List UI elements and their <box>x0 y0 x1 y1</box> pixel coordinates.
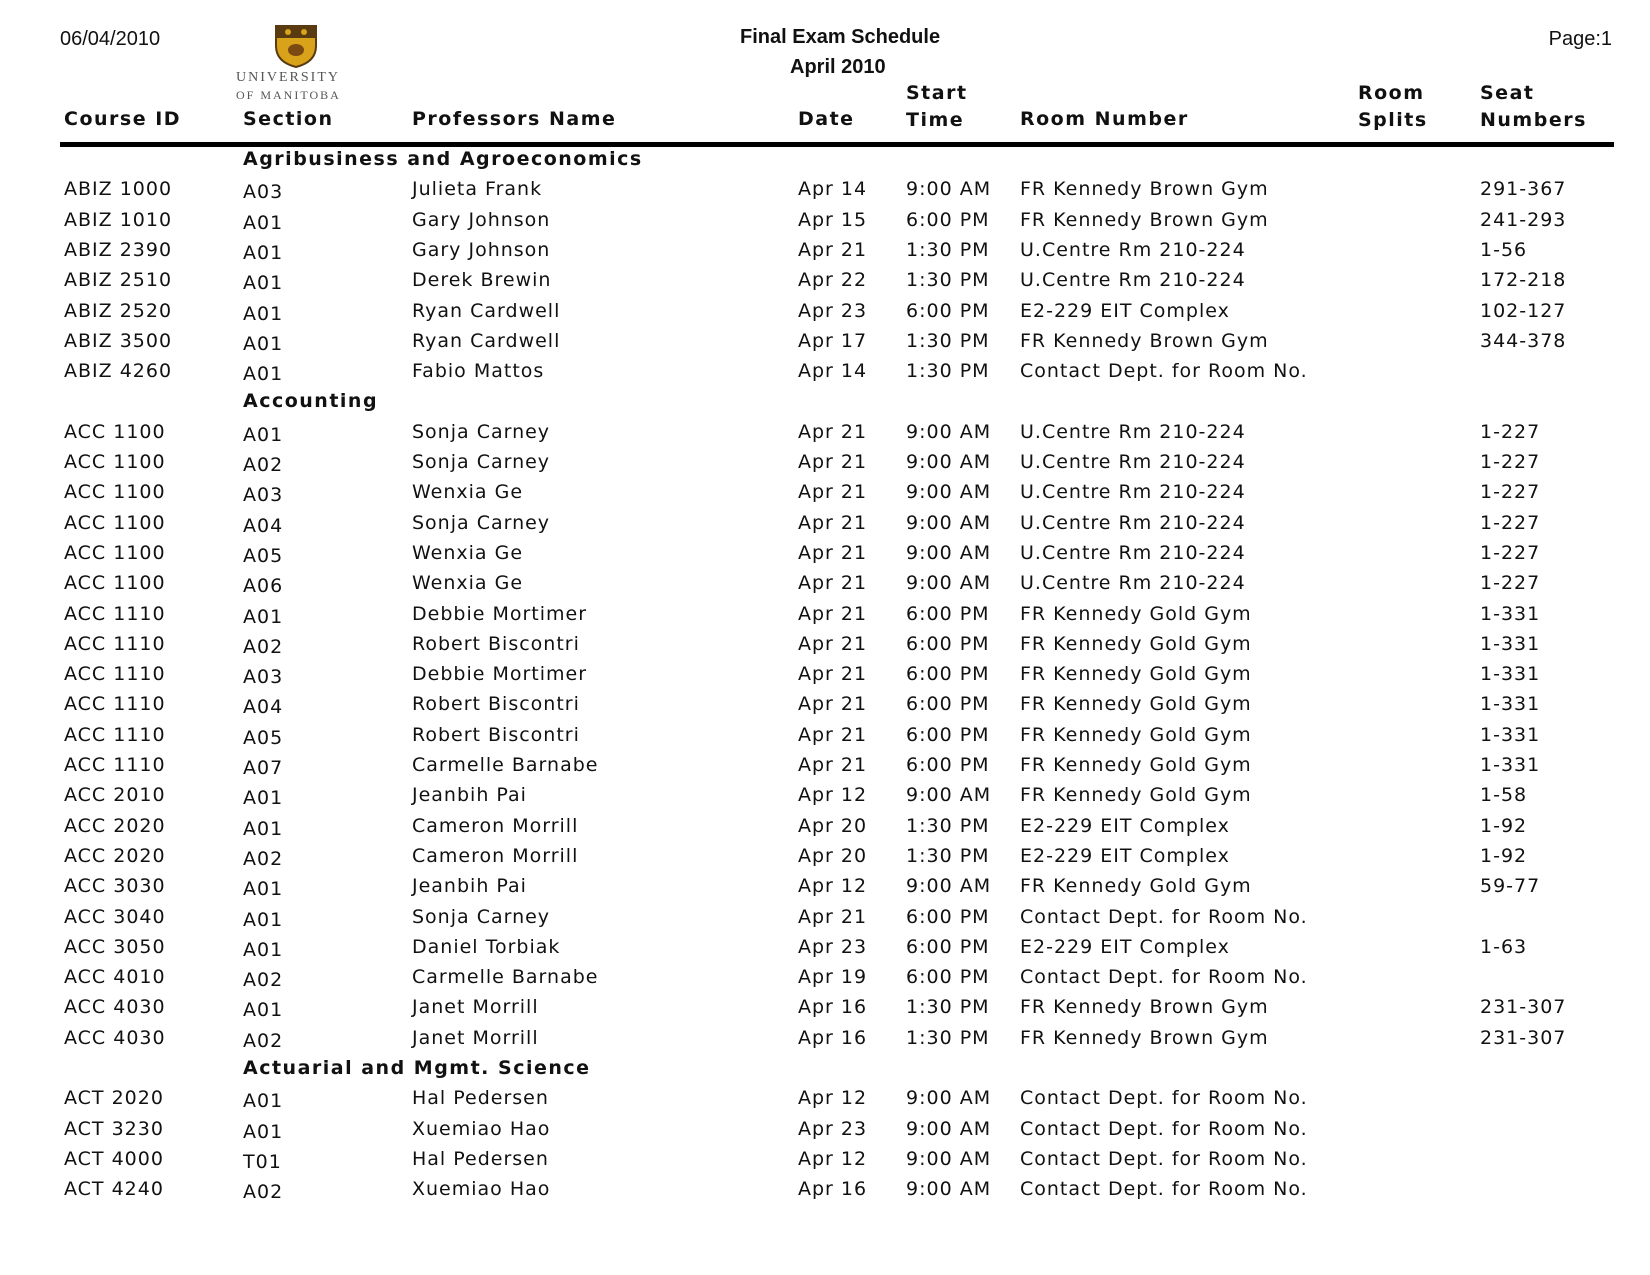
cell-prof: Debbie Mortimer <box>412 602 588 625</box>
cell-room: Contact Dept. for Room No. <box>1020 905 1308 928</box>
cell-date: Apr 16 <box>798 1178 868 1201</box>
cell-section: A02 <box>243 635 284 658</box>
cell-section: A01 <box>243 241 284 264</box>
cell-course: ABIZ 2520 <box>64 299 173 322</box>
cell-section: A01 <box>243 817 284 840</box>
cell-room: E2-229 EIT Complex <box>1020 935 1230 958</box>
cell-room: U.Centre Rm 210-224 <box>1020 238 1246 261</box>
cell-section: A04 <box>243 696 284 719</box>
cell-seat: 231-307 <box>1480 1026 1567 1049</box>
table-row <box>0 300 1650 330</box>
cell-course: ACC 2010 <box>64 784 166 807</box>
cell-prof: Carmelle Barnabe <box>412 966 599 989</box>
cell-room: E2-229 EIT Complex <box>1020 814 1230 837</box>
cell-section: A02 <box>243 847 284 870</box>
table-row <box>0 572 1650 602</box>
cell-date: Apr 21 <box>798 511 868 534</box>
cell-date: Apr 21 <box>798 663 868 686</box>
cell-seat: 1-92 <box>1480 844 1528 867</box>
cell-course: ACC 3040 <box>64 905 166 928</box>
table-row <box>0 784 1650 814</box>
cell-section: A01 <box>243 332 284 355</box>
cell-date: Apr 12 <box>798 1087 868 1110</box>
cell-room: FR Kennedy Gold Gym <box>1020 784 1252 807</box>
cell-prof: Carmelle Barnabe <box>412 754 599 776</box>
cell-prof: Sonja Carney <box>412 905 551 928</box>
print-date: 06/04/2010 <box>60 28 161 50</box>
group-heading: Actuarial and Mgmt. Science <box>243 1057 591 1079</box>
col-room-splits-line2: Splits <box>1358 109 1428 131</box>
cell-section: A07 <box>243 757 284 779</box>
cell-course: ACC 1110 <box>64 663 166 686</box>
cell-prof: Ryan Cardwell <box>412 329 561 352</box>
table-row <box>0 330 1650 360</box>
cell-section: A01 <box>243 1120 284 1143</box>
cell-seat: 1-227 <box>1480 541 1541 564</box>
cell-time: 1:30 PM <box>906 996 990 1019</box>
cell-seat: 1-331 <box>1480 632 1541 655</box>
table-row <box>0 906 1650 936</box>
cell-seat: 291-367 <box>1480 178 1567 201</box>
cell-prof: Sonja Carney <box>412 420 551 443</box>
cell-date: Apr 14 <box>798 178 868 201</box>
university-logo <box>236 20 356 106</box>
cell-seat: 1-331 <box>1480 754 1541 776</box>
cell-section: A05 <box>243 544 284 567</box>
cell-section: A02 <box>243 1029 284 1052</box>
cell-seat: 1-63 <box>1480 935 1528 958</box>
cell-section: A02 <box>243 454 284 476</box>
cell-course: ABIZ 2510 <box>64 269 173 292</box>
cell-time: 9:00 AM <box>906 451 992 473</box>
cell-prof: Debbie Mortimer <box>412 663 588 686</box>
cell-section: A06 <box>243 575 284 598</box>
cell-date: Apr 21 <box>798 632 868 655</box>
table-row <box>0 481 1650 511</box>
col-room-splits-line1: Room <box>1358 82 1425 104</box>
table-row <box>0 724 1650 754</box>
cell-course: ACC 1110 <box>64 602 166 625</box>
cell-course: ACT 4000 <box>64 1147 164 1170</box>
cell-seat: 1-227 <box>1480 481 1541 504</box>
col-date: Date <box>798 108 855 130</box>
cell-course: ABIZ 1000 <box>64 178 173 201</box>
cell-time: 9:00 AM <box>906 1117 992 1140</box>
cell-prof: Gary Johnson <box>412 208 551 231</box>
cell-course: ACC 2020 <box>64 844 166 867</box>
table-row <box>0 754 1650 784</box>
cell-time: 9:00 AM <box>906 541 992 564</box>
group-heading: Accounting <box>243 390 379 413</box>
table-row <box>0 360 1650 390</box>
table-row <box>0 693 1650 723</box>
cell-room: FR Kennedy Gold Gym <box>1020 632 1252 655</box>
cell-date: Apr 15 <box>798 208 868 231</box>
cell-date: Apr 21 <box>798 754 868 776</box>
table-row <box>0 936 1650 966</box>
cell-course: ACC 1100 <box>64 481 166 504</box>
cell-time: 9:00 AM <box>906 1087 992 1110</box>
cell-section: A03 <box>243 666 284 689</box>
cell-room: U.Centre Rm 210-224 <box>1020 451 1246 473</box>
cell-prof: Robert Biscontri <box>412 632 580 655</box>
cell-section: A01 <box>243 272 284 295</box>
cell-time: 9:00 AM <box>906 572 992 595</box>
cell-room: U.Centre Rm 210-224 <box>1020 269 1246 292</box>
cell-seat: 344-378 <box>1480 329 1567 352</box>
cell-section: A01 <box>243 363 284 386</box>
cell-time: 6:00 PM <box>906 208 990 231</box>
cell-date: Apr 20 <box>798 814 868 837</box>
cell-section: A04 <box>243 514 284 537</box>
cell-date: Apr 12 <box>798 875 868 898</box>
cell-course: ACC 4010 <box>64 966 166 989</box>
cell-seat: 1-331 <box>1480 693 1541 716</box>
cell-room: E2-229 EIT Complex <box>1020 299 1230 322</box>
table-row <box>0 966 1650 996</box>
cell-seat: 1-56 <box>1480 238 1528 261</box>
cell-course: ABIZ 2390 <box>64 238 173 261</box>
cell-seat: 241-293 <box>1480 208 1567 231</box>
cell-prof: Xuemiao Hao <box>412 1117 551 1140</box>
cell-time: 9:00 AM <box>906 481 992 504</box>
cell-date: Apr 21 <box>798 602 868 625</box>
cell-prof: Xuemiao Hao <box>412 1178 551 1201</box>
cell-course: ACC 1100 <box>64 572 166 595</box>
cell-room: E2-229 EIT Complex <box>1020 844 1230 867</box>
logo-line-2: OF MANITOBA <box>236 88 341 102</box>
col-start-time-line1: Start <box>906 82 968 104</box>
cell-course: ACT 2020 <box>64 1087 164 1110</box>
cell-time: 1:30 PM <box>906 360 990 383</box>
cell-room: Contact Dept. for Room No. <box>1020 360 1308 383</box>
cell-date: Apr 20 <box>798 844 868 867</box>
table-row <box>0 178 1650 208</box>
cell-seat: 231-307 <box>1480 996 1567 1019</box>
cell-section: A01 <box>243 1090 284 1113</box>
cell-time: 6:00 PM <box>906 693 990 716</box>
cell-prof: Janet Morrill <box>412 996 539 1019</box>
cell-date: Apr 23 <box>798 1117 868 1140</box>
table-row <box>0 269 1650 299</box>
cell-time: 6:00 PM <box>906 663 990 686</box>
cell-date: Apr 21 <box>798 905 868 928</box>
cell-section: A05 <box>243 726 284 749</box>
cell-seat: 1-227 <box>1480 451 1541 473</box>
cell-section: A01 <box>243 605 284 628</box>
cell-prof: Derek Brewin <box>412 269 552 292</box>
cell-room: Contact Dept. for Room No. <box>1020 966 1308 989</box>
cell-room: FR Kennedy Brown Gym <box>1020 178 1269 201</box>
cell-prof: Robert Biscontri <box>412 693 580 716</box>
cell-date: Apr 21 <box>798 723 868 746</box>
cell-prof: Gary Johnson <box>412 238 551 261</box>
table-row <box>0 1027 1650 1057</box>
cell-prof: Hal Pedersen <box>412 1087 549 1110</box>
cell-room: FR Kennedy Gold Gym <box>1020 723 1252 746</box>
cell-time: 9:00 AM <box>906 178 992 201</box>
cell-prof: Ryan Cardwell <box>412 299 561 322</box>
cell-date: Apr 21 <box>798 238 868 261</box>
cell-prof: Robert Biscontri <box>412 723 580 746</box>
cell-room: FR Kennedy Brown Gym <box>1020 1026 1269 1049</box>
col-course-id: Course ID <box>64 108 182 130</box>
table-row <box>0 875 1650 905</box>
cell-time: 9:00 AM <box>906 1147 992 1170</box>
cell-time: 6:00 PM <box>906 602 990 625</box>
cell-room: FR Kennedy Gold Gym <box>1020 754 1252 776</box>
cell-course: ACC 3030 <box>64 875 166 898</box>
table-row <box>0 239 1650 269</box>
cell-section: A01 <box>243 908 284 931</box>
cell-course: ACC 1110 <box>64 632 166 655</box>
cell-prof: Janet Morrill <box>412 1026 539 1049</box>
table-row <box>0 1178 1650 1208</box>
cell-date: Apr 21 <box>798 693 868 716</box>
cell-seat: 1-227 <box>1480 572 1541 595</box>
col-section: Section <box>243 108 334 130</box>
cell-time: 9:00 AM <box>906 784 992 807</box>
cell-prof: Fabio Mattos <box>412 360 545 383</box>
cell-course: ACC 1100 <box>64 420 166 443</box>
col-seat-numbers <box>1480 80 1587 134</box>
page-subtitle: April 2010 <box>790 56 886 78</box>
cell-section: A02 <box>243 969 284 992</box>
col-seat-numbers-line2: Numbers <box>1480 109 1587 131</box>
cell-time: 1:30 PM <box>906 844 990 867</box>
table-row <box>0 845 1650 875</box>
cell-seat: 1-227 <box>1480 511 1541 534</box>
cell-time: 9:00 AM <box>906 1178 992 1201</box>
cell-section: A02 <box>243 1181 284 1204</box>
cell-room: U.Centre Rm 210-224 <box>1020 541 1246 564</box>
cell-room: Contact Dept. for Room No. <box>1020 1117 1308 1140</box>
cell-room: FR Kennedy Brown Gym <box>1020 996 1269 1019</box>
cell-course: ACC 2020 <box>64 814 166 837</box>
table-row <box>0 1118 1650 1148</box>
cell-section: A03 <box>243 181 284 204</box>
cell-course: ACT 3230 <box>64 1117 164 1140</box>
table-row <box>0 633 1650 663</box>
cell-section: A01 <box>243 938 284 961</box>
cell-date: Apr 21 <box>798 572 868 595</box>
col-room-splits <box>1358 80 1428 134</box>
cell-seat: 1-331 <box>1480 723 1541 746</box>
cell-prof: Wenxia Ge <box>412 572 524 595</box>
cell-prof: Julieta Frank <box>412 178 543 201</box>
cell-seat: 1-227 <box>1480 420 1541 443</box>
cell-prof: Jeanbih Pai <box>412 784 527 807</box>
cell-course: ACC 1110 <box>64 754 166 776</box>
cell-prof: Hal Pedersen <box>412 1147 549 1170</box>
cell-room: FR Kennedy Gold Gym <box>1020 602 1252 625</box>
cell-course: ACC 4030 <box>64 1026 166 1049</box>
cell-course: ACC 1110 <box>64 723 166 746</box>
table-row <box>0 451 1650 481</box>
cell-time: 1:30 PM <box>906 329 990 352</box>
col-start-time <box>906 80 968 134</box>
cell-date: Apr 12 <box>798 1147 868 1170</box>
cell-room: FR Kennedy Brown Gym <box>1020 208 1269 231</box>
cell-time: 6:00 PM <box>906 905 990 928</box>
cell-date: Apr 21 <box>798 420 868 443</box>
cell-course: ABIZ 3500 <box>64 329 173 352</box>
cell-date: Apr 21 <box>798 451 868 473</box>
cell-room: U.Centre Rm 210-224 <box>1020 511 1246 534</box>
cell-course: ACC 1100 <box>64 451 166 473</box>
cell-prof: Wenxia Ge <box>412 541 524 564</box>
group-heading: Agribusiness and Agroeconomics <box>243 148 643 170</box>
cell-room: FR Kennedy Gold Gym <box>1020 693 1252 716</box>
cell-room: U.Centre Rm 210-224 <box>1020 420 1246 443</box>
cell-seat: 1-58 <box>1480 784 1528 807</box>
cell-section: A01 <box>243 302 284 325</box>
cell-room: FR Kennedy Gold Gym <box>1020 663 1252 686</box>
table-row <box>0 512 1650 542</box>
cell-room: U.Centre Rm 210-224 <box>1020 481 1246 504</box>
cell-date: Apr 23 <box>798 299 868 322</box>
header-rule <box>60 142 1614 147</box>
cell-course: ACC 3050 <box>64 935 166 958</box>
cell-time: 1:30 PM <box>906 238 990 261</box>
cell-course: ACT 4240 <box>64 1178 164 1201</box>
cell-time: 1:30 PM <box>906 269 990 292</box>
cell-seat: 1-331 <box>1480 602 1541 625</box>
cell-date: Apr 16 <box>798 996 868 1019</box>
cell-prof: Cameron Morrill <box>412 814 579 837</box>
table-row <box>0 542 1650 572</box>
cell-section: A01 <box>243 211 284 234</box>
cell-time: 1:30 PM <box>906 1026 990 1049</box>
cell-time: 9:00 AM <box>906 511 992 534</box>
cell-date: Apr 16 <box>798 1026 868 1049</box>
cell-section: A01 <box>243 999 284 1022</box>
cell-date: Apr 17 <box>798 329 868 352</box>
cell-prof: Sonja Carney <box>412 511 551 534</box>
col-professor: Professors Name <box>412 108 617 130</box>
cell-section: A01 <box>243 878 284 901</box>
logo-line-1: UNIVERSITY <box>236 70 340 85</box>
cell-time: 9:00 AM <box>906 875 992 898</box>
cell-section: A01 <box>243 787 284 810</box>
cell-course: ACC 1110 <box>64 693 166 716</box>
table-row <box>0 603 1650 633</box>
cell-course: ABIZ 1010 <box>64 208 173 231</box>
cell-prof: Cameron Morrill <box>412 844 579 867</box>
cell-time: 6:00 PM <box>906 632 990 655</box>
cell-course: ACC 1100 <box>64 541 166 564</box>
table-row <box>0 996 1650 1026</box>
table-row <box>0 1148 1650 1178</box>
cell-room: Contact Dept. for Room No. <box>1020 1147 1308 1170</box>
cell-room: Contact Dept. for Room No. <box>1020 1087 1308 1110</box>
cell-course: ACC 4030 <box>64 996 166 1019</box>
cell-course: ACC 1100 <box>64 511 166 534</box>
col-seat-numbers-line1: Seat <box>1480 82 1535 104</box>
table-row <box>0 1087 1650 1117</box>
cell-date: Apr 14 <box>798 360 868 383</box>
cell-prof: Daniel Torbiak <box>412 935 561 958</box>
cell-room: FR Kennedy Brown Gym <box>1020 329 1269 352</box>
cell-date: Apr 21 <box>798 481 868 504</box>
cell-seat: 172-218 <box>1480 269 1567 292</box>
cell-section: A03 <box>243 484 284 507</box>
cell-prof: Jeanbih Pai <box>412 875 527 898</box>
cell-section: A01 <box>243 423 284 446</box>
crest-icon <box>270 20 322 68</box>
cell-room: Contact Dept. for Room No. <box>1020 1178 1308 1201</box>
page-title: Final Exam Schedule <box>740 26 941 48</box>
cell-date: Apr 21 <box>798 541 868 564</box>
cell-time: 9:00 AM <box>906 420 992 443</box>
cell-prof: Sonja Carney <box>412 451 551 473</box>
cell-section: T01 <box>243 1150 282 1173</box>
cell-time: 6:00 PM <box>906 966 990 989</box>
cell-time: 6:00 PM <box>906 935 990 958</box>
cell-course: ABIZ 4260 <box>64 360 173 383</box>
cell-seat: 1-331 <box>1480 663 1541 686</box>
cell-room: U.Centre Rm 210-224 <box>1020 572 1246 595</box>
cell-seat: 102-127 <box>1480 299 1567 322</box>
cell-time: 1:30 PM <box>906 814 990 837</box>
cell-time: 6:00 PM <box>906 723 990 746</box>
cell-time: 6:00 PM <box>906 299 990 322</box>
table-row <box>0 663 1650 693</box>
table-row <box>0 421 1650 451</box>
cell-seat: 59-77 <box>1480 875 1541 898</box>
cell-prof: Wenxia Ge <box>412 481 524 504</box>
cell-seat: 1-92 <box>1480 814 1528 837</box>
table-row <box>0 209 1650 239</box>
cell-date: Apr 19 <box>798 966 868 989</box>
cell-date: Apr 12 <box>798 784 868 807</box>
page-number: Page:1 <box>1548 28 1612 50</box>
cell-date: Apr 22 <box>798 269 868 292</box>
cell-room: FR Kennedy Gold Gym <box>1020 875 1252 898</box>
cell-time: 6:00 PM <box>906 754 990 776</box>
table-row <box>0 815 1650 845</box>
col-start-time-line2: Time <box>906 109 965 131</box>
col-room-number: Room Number <box>1020 108 1189 130</box>
cell-date: Apr 23 <box>798 935 868 958</box>
